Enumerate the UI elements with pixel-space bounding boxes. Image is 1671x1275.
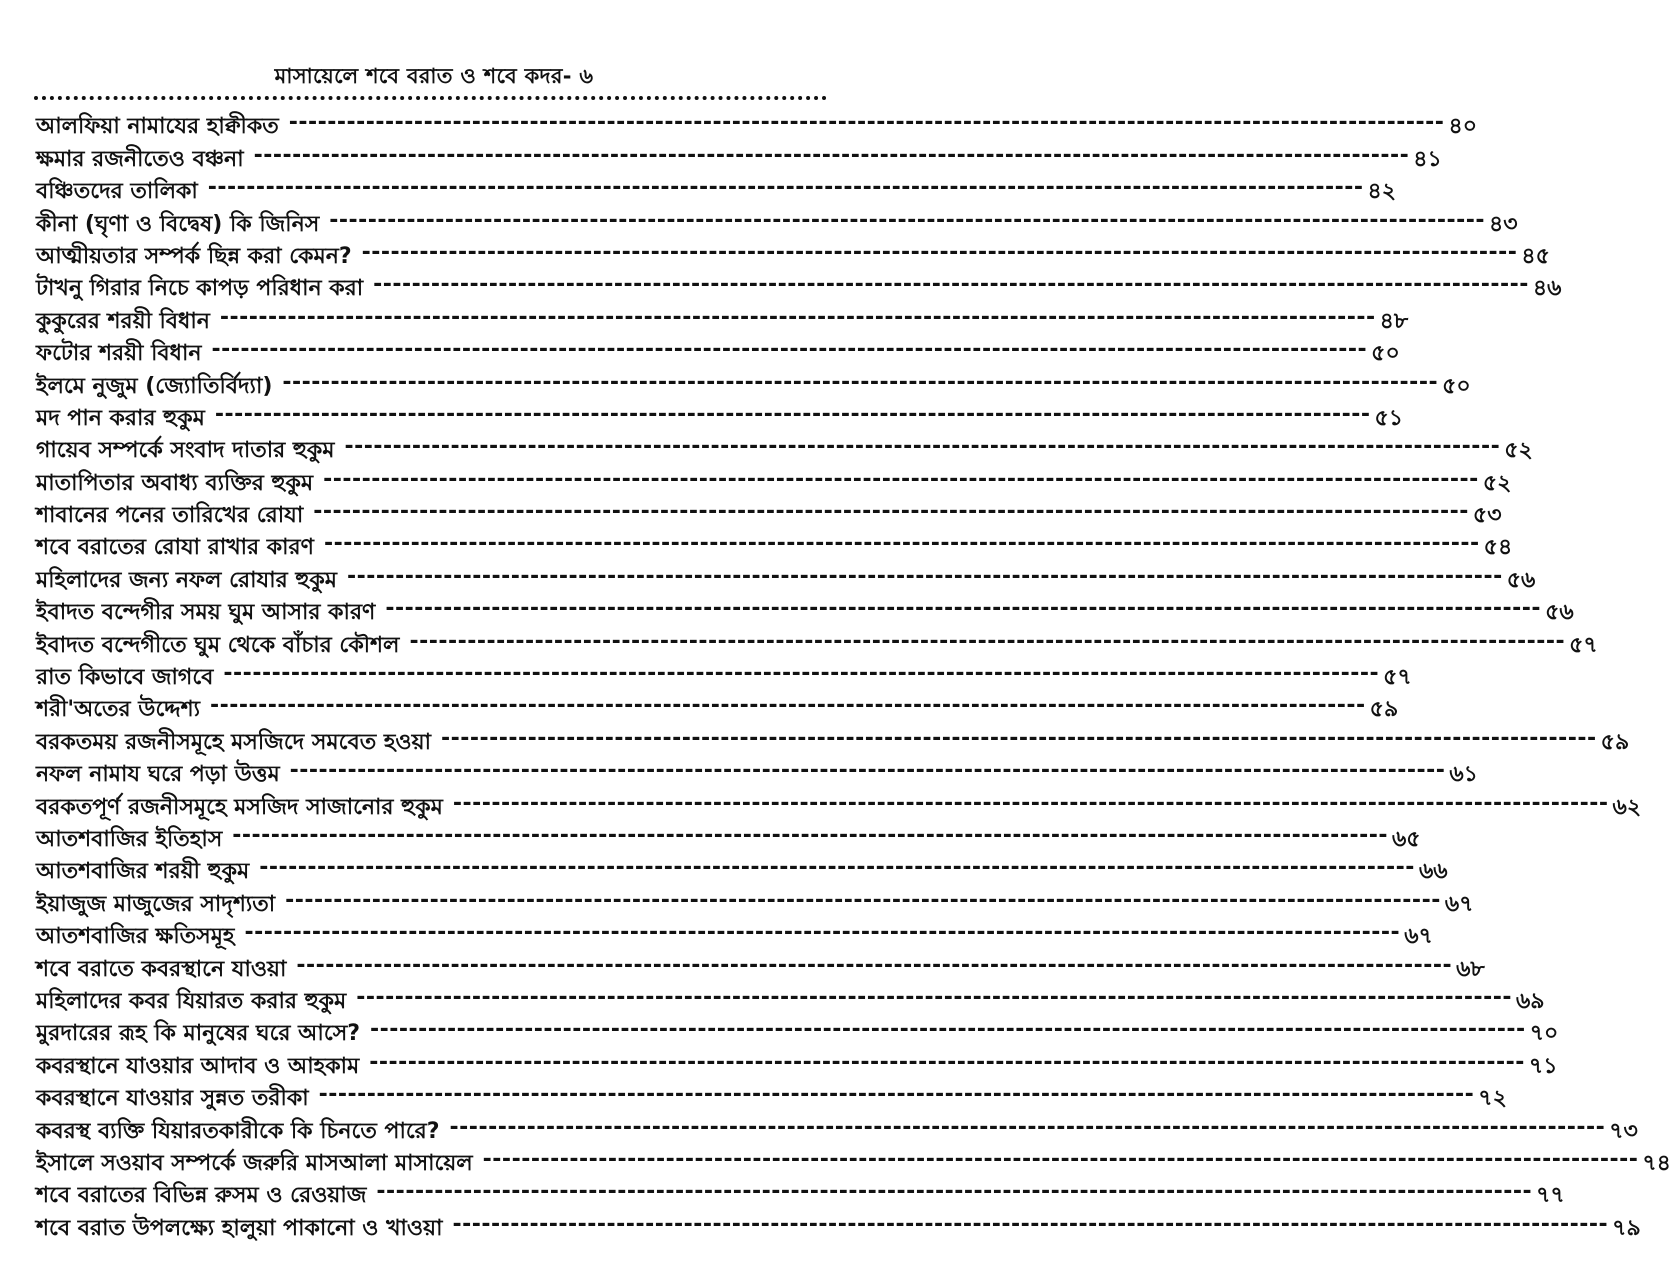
toc-entry-leader: ------------------------------------------------------------------------------------------------------------------------ (318, 1082, 1475, 1108)
toc-entry (36, 819, 1421, 852)
toc-entry-leader: ------------------------------------------------------------------------------------------------------------------------ (369, 1017, 1526, 1043)
toc-entry-title: ইবাদত বন্দেগীতে ঘুম থেকে বাঁচার কৌশল (36, 632, 400, 658)
toc-entry (36, 268, 1562, 302)
toc-entry-title: মহিলাদের কবর যিয়ারত করার হুকুম (36, 988, 347, 1014)
toc-entry-page-number: ৬১ (1449, 762, 1478, 788)
toc-entry (36, 948, 1485, 982)
toc-entry-page-number: ৫৭ (1383, 665, 1412, 691)
toc-entry (36, 851, 1448, 885)
toc-entry (36, 138, 1442, 172)
toc-entry-page-number: ৫২ (1504, 438, 1533, 464)
toc-entry (36, 171, 1397, 205)
toc-entry-page-number: ৫০ (1371, 341, 1400, 367)
toc-entry-leader: ------------------------------------------------------------------------------------------------------------------------ (285, 887, 1441, 913)
toc-entry-page-number: ৪৬ (1532, 276, 1562, 302)
toc-entry (36, 333, 1400, 367)
toc-entry (36, 430, 1533, 464)
toc-entry (36, 1013, 1559, 1047)
toc-entry-title: বরকতপূর্ণ রজনীসমূহে মসজিদ সাজানোর হুকুম (36, 794, 443, 820)
toc-entry-title: কবরস্থ ব্যক্তি যিয়ারতকারীকে কি চিনতে পারে? (36, 1118, 440, 1144)
toc-entry-leader: ------------------------------------------------------------------------------------------------------------------------ (440, 725, 1597, 751)
toc-entry-page-number: ৫৩ (1472, 503, 1502, 529)
toc-entry (36, 981, 1545, 1014)
toc-entry-title: কীনা (ঘৃণা ও বিদ্বেষ) কি জিনিস (36, 211, 320, 237)
toc-entry-page-number: ৭০ (1529, 1021, 1559, 1047)
toc-entry-title: আত্মীয়তার সম্পর্ক ছিন্ন করা কেমন? (36, 243, 352, 269)
toc-entry-page-number: ৭১ (1528, 1053, 1558, 1079)
toc-entry-leader: ------------------------------------------------------------------------------------------------------------------------ (369, 1049, 1525, 1075)
toc-entry-page-number: ৬৮ (1456, 956, 1485, 982)
toc-entry (36, 365, 1471, 399)
toc-entry-title: আতশবাজির ক্ষতিসমূহ (36, 924, 235, 950)
toc-entry (36, 1078, 1507, 1112)
toc-entry-leader: ------------------------------------------------------------------------------------------------------------------------ (323, 466, 1479, 492)
toc-entry-leader: ------------------------------------------------------------------------------------------------------------------------ (209, 693, 1366, 719)
toc-entry-page-number: ৬৭ (1444, 891, 1474, 917)
toc-entry-leader: ------------------------------------------------------------------------------------------------------------------------ (452, 1211, 1609, 1237)
toc-entry (36, 527, 1513, 561)
toc-entry-page-number: ৪৩ (1488, 211, 1518, 237)
toc-entry-title: ইবাদত বন্দেগীর সময় ঘুম আসার কারণ (36, 600, 376, 626)
toc-entry (36, 1110, 1638, 1144)
toc-entry-page-number: ৫১ (1374, 405, 1404, 431)
toc-entry-title: মাতাপিতার অবাধ্য ব্যক্তির হুকুম (36, 470, 314, 496)
toc-entry-leader: ------------------------------------------------------------------------------------------------------------------------ (214, 401, 1371, 427)
toc-entry-title: শবে বরাতের বিভিন্ন রুসম ও রেওয়াজ (36, 1183, 367, 1209)
toc-entry-title: কুকুরের শরয়ী বিধান (36, 308, 210, 334)
toc-entry-leader: ------------------------------------------------------------------------------------------------------------------------ (313, 499, 1469, 525)
toc-entry (36, 462, 1512, 496)
toc-entry-leader: ------------------------------------------------------------------------------------------------------------------------ (289, 758, 1446, 784)
toc-entry-title: শবে বরাত উপলক্ষ্যে হালুয়া পাকানো ও খাওয়া (36, 1215, 443, 1241)
toc-entry-title: মহিলাদের জন্য নফল রোযার হুকুম (36, 567, 337, 593)
toc-entry-leader: ------------------------------------------------------------------------------------------------------------------------ (347, 563, 1503, 589)
toc-entry-page-number: ৬২ (1612, 794, 1642, 820)
toc-entry-leader: ------------------------------------------------------------------------------------------------------------------------ (376, 1179, 1533, 1205)
toc-entry-title: মদ পান করার হুকুম (36, 405, 205, 431)
toc-entry-title: টাখনু গিরার নিচে কাপড় পরিধান করা (36, 276, 364, 302)
toc-entry-title: কবরস্থানে যাওয়ার সুন্নত তরীকা (36, 1086, 309, 1112)
toc-entry (36, 300, 1409, 334)
toc-entry-page-number: ৭৯ (1612, 1215, 1641, 1241)
toc-entry-leader: ------------------------------------------------------------------------------------------------------------------------ (482, 1146, 1639, 1172)
toc-entry (36, 689, 1399, 723)
toc-entry-page-number: ৫৭ (1569, 632, 1598, 658)
toc-entry-page-number: ৪২ (1367, 179, 1397, 205)
toc-entry-leader: ------------------------------------------------------------------------------------------------------------------------ (223, 661, 1380, 687)
toc-entry-page-number: ৪১ (1413, 146, 1442, 172)
toc-entry-leader: ------------------------------------------------------------------------------------------------------------------------ (211, 337, 1368, 363)
toc-entry-title: শাবানের পনের তারিখের রোযা (36, 503, 304, 529)
toc-entry-page-number: ৪৮ (1379, 308, 1409, 334)
toc-entry (36, 883, 1474, 917)
toc-entry (36, 592, 1574, 626)
toc-entry (36, 106, 1478, 140)
toc-entry-leader: ------------------------------------------------------------------------------------------------------------------------ (219, 304, 1376, 330)
toc-entry-page-number: ৬৬ (1418, 859, 1448, 885)
toc-entry (36, 1045, 1558, 1079)
toc-entry-title: শরী'অতের উদ্দেশ্য (36, 697, 200, 723)
toc-entry-page-number: ৬৫ (1391, 826, 1421, 852)
toc-entry-page-number: ৭৩ (1609, 1118, 1638, 1144)
toc-entry (36, 203, 1518, 237)
toc-entry-leader: ------------------------------------------------------------------------------------------------------------------------ (323, 531, 1480, 557)
toc-entry-leader: ------------------------------------------------------------------------------------------------------------------------ (253, 142, 1410, 168)
toc-entry (36, 1175, 1565, 1209)
toc-entry-title: বঞ্চিতদের তালিকা (36, 179, 198, 205)
toc-entry-title: কবরস্থানে যাওয়ার আদাব ও আহকাম (36, 1053, 360, 1079)
toc-entry-page-number: ৭২ (1478, 1086, 1507, 1112)
toc-entry (36, 559, 1536, 593)
toc-entry-page-number: ৪৫ (1521, 243, 1550, 269)
toc-entry (36, 236, 1550, 269)
toc-entry (36, 1207, 1641, 1241)
toc-entry (36, 754, 1478, 788)
toc-entry-title: ইয়াজুজ মাজুজের সাদৃশ্যতা (36, 891, 276, 917)
toc-entry-page-number: ৫৬ (1506, 567, 1536, 593)
toc-entry-title: ফটোর শরয়ী বিধান (36, 341, 202, 367)
toc-entry (36, 657, 1412, 691)
toc-entry-leader: ------------------------------------------------------------------------------------------------------------------------ (373, 272, 1529, 298)
toc-entry-page-number: ৬৭ (1404, 924, 1433, 950)
toc-entry-page-number: ৫৯ (1369, 697, 1399, 723)
toc-entry-leader: ------------------------------------------------------------------------------------------------------------------------ (361, 239, 1518, 265)
toc-entry-title: আতশবাজির শরয়ী হুকুম (36, 859, 250, 885)
toc-entry-page-number: ৭৭ (1536, 1183, 1565, 1209)
toc-entry-page-number: ৫৪ (1483, 535, 1513, 561)
toc-entry (36, 721, 1630, 755)
toc-entry-leader: ------------------------------------------------------------------------------------------------------------------------ (329, 207, 1485, 233)
toc-entry-title: রাত কিভাবে জাগবে (36, 665, 214, 691)
toc-entry-title: ক্ষমার রজনীতেও বঞ্চনা (36, 146, 244, 172)
toc-entry-title: শবে বরাতের রোযা রাখার কারণ (36, 535, 314, 561)
toc-entry-page-number: ৫৯ (1600, 729, 1630, 755)
toc-entry (36, 495, 1502, 529)
toc-entry-leader: ------------------------------------------------------------------------------------------------------------------------ (259, 855, 1415, 881)
toc-entry-leader: ------------------------------------------------------------------------------------------------------------------------ (207, 175, 1364, 201)
toc-entry (36, 786, 1642, 820)
toc-entry-leader: ------------------------------------------------------------------------------------------------------------------------ (282, 369, 1439, 395)
toc-entry (36, 1143, 1671, 1176)
toc-entry-leader: ------------------------------------------------------------------------------------------------------------------------ (449, 1114, 1606, 1140)
toc-entry-page-number: ৫২ (1482, 470, 1512, 496)
toc-entry-leader: ------------------------------------------------------------------------------------------------------------------------ (356, 984, 1512, 1010)
toc-entry-page-number: ৪০ (1448, 114, 1478, 140)
toc-entry-leader: ------------------------------------------------------------------------------------------------------------------------ (288, 110, 1445, 136)
toc-entry-page-number: ৫০ (1442, 373, 1471, 399)
toc-entry-title: বরকতময় রজনীসমূহে মসজিদে সমবেত হওয়া (36, 729, 431, 755)
toc-entry-title: আতশবাজির ইতিহাস (36, 826, 223, 852)
toc-entry-title: মুরদারের রূহ কি মানুষের ঘরে আসে? (36, 1021, 360, 1047)
toc-entry-title: শবে বরাতে কবরস্থানে যাওয়া (36, 956, 287, 982)
toc-entry-leader: ------------------------------------------------------------------------------------------------------------------------ (452, 790, 1609, 816)
toc-entry (36, 398, 1404, 431)
running-header: মাসায়েলে শবে বরাত ও শবে কদর- ৬ (274, 64, 594, 88)
toc-entry-page-number: ৬৯ (1515, 988, 1545, 1014)
toc-entry-leader: ------------------------------------------------------------------------------------------------------------------------ (385, 596, 1542, 622)
toc-entry (36, 624, 1598, 658)
toc-entry-title: গায়েব সম্পর্কে সংবাদ দাতার হুকুম (36, 438, 335, 464)
toc-entry (36, 916, 1433, 950)
toc-entry-leader: ------------------------------------------------------------------------------------------------------------------------ (409, 628, 1566, 654)
toc-entry-leader: ------------------------------------------------------------------------------------------------------------------------ (244, 920, 1401, 946)
table-of-contents (36, 106, 1671, 1241)
toc-entry-title: নফল নামায ঘরে পড়া উত্তম (36, 762, 280, 788)
dotted-divider (34, 96, 827, 100)
toc-entry-title: ইলমে নুজুম (জ্যোতির্বিদ্যা) (36, 373, 273, 399)
toc-entry-leader: ------------------------------------------------------------------------------------------------------------------------ (344, 434, 1501, 460)
toc-entry-title: আলফিয়া নামাযের হাক্বীকত (36, 114, 279, 140)
toc-entry-page-number: ৫৬ (1545, 600, 1574, 626)
toc-entry-leader: ------------------------------------------------------------------------------------------------------------------------ (296, 952, 1453, 978)
toc-entry-leader: ------------------------------------------------------------------------------------------------------------------------ (232, 822, 1388, 848)
toc-entry-page-number: ৭৪ (1642, 1150, 1671, 1176)
toc-entry-title: ইসালে সওয়াব সম্পর্কে জরুরি মাসআলা মাসায়েল (36, 1150, 473, 1176)
